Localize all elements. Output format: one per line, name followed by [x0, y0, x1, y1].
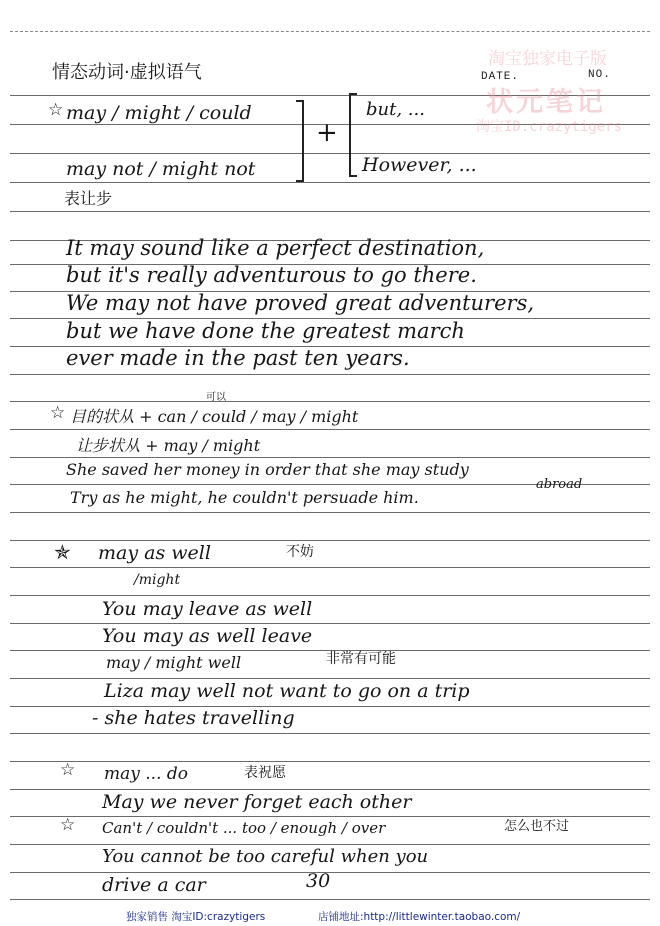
- wish-example: May we never forget each other: [102, 791, 412, 813]
- ruled-line: [10, 153, 650, 154]
- watermark-line-2: 状元笔记: [486, 87, 606, 118]
- ruled-line: [10, 595, 650, 596]
- cant-example: drive a car: [102, 874, 206, 896]
- date-label: DATE.: [481, 71, 520, 83]
- concession-example: Try as he might, he couldn't persuade him.: [70, 488, 419, 507]
- right-bracket: [296, 100, 304, 182]
- concession-label: 表让步: [64, 189, 113, 208]
- ruled-line: [10, 567, 650, 568]
- star-icon: ☆: [60, 815, 76, 835]
- may-well-example: Liza may well not want to go on a trip: [104, 680, 470, 702]
- purpose-example-abroad: abroad: [536, 477, 583, 492]
- purpose-note: 可以: [206, 392, 226, 403]
- example-line: We may not have proved great adventurers,: [66, 291, 535, 315]
- cant-note: 怎么也不过: [504, 819, 570, 834]
- ruled-line: [10, 789, 650, 790]
- example-line: ever made in the past ten years.: [66, 346, 410, 370]
- ruled-line: [10, 678, 650, 679]
- may-well-note: 非常有可能: [326, 651, 396, 667]
- cant-label: Can't / couldn't ... too / enough / over: [102, 819, 386, 837]
- purpose-label: 目的状从 + can / could / may / might: [70, 407, 359, 426]
- watermark-line-3: 淘宝ID:crazytigers: [476, 119, 623, 135]
- footer-seller: 独家销售 淘宝ID:crazytigers: [126, 911, 266, 923]
- concession-clause: 让步状从 + may / might: [76, 436, 261, 455]
- ruled-line: [10, 761, 650, 762]
- top-rule: [10, 31, 650, 32]
- watermark-line-1: 淘宝独家电子版: [488, 49, 607, 69]
- page-number: 30: [306, 870, 331, 892]
- ruled-line: [10, 844, 650, 845]
- might-label: /might: [134, 572, 181, 588]
- modal-options: may / might / could: [66, 102, 252, 124]
- may-well-label: may / might well: [106, 653, 242, 672]
- ruled-line: [10, 733, 650, 734]
- wish-note: 表祝愿: [244, 765, 286, 781]
- conj-but: but, ...: [366, 99, 425, 120]
- ruled-line: [10, 182, 650, 183]
- conj-however: However, ...: [362, 154, 477, 176]
- star-icon: ☆: [60, 760, 76, 780]
- star-icon: ☆: [48, 100, 64, 120]
- cant-example: You cannot be too careful when you: [102, 846, 429, 867]
- ruled-line: [10, 512, 650, 513]
- star-icon: ✯: [54, 540, 71, 564]
- ruled-line: [10, 457, 650, 458]
- example-line: It may sound like a perfect destination,: [66, 236, 485, 260]
- purpose-example: She saved her money in order that she may study: [66, 460, 469, 479]
- ruled-line: [10, 623, 650, 624]
- ruled-line: [10, 211, 650, 212]
- no-label: NO.: [588, 69, 611, 81]
- plus-sign: +: [316, 118, 338, 148]
- ruled-line: [10, 429, 650, 430]
- star-icon: ☆: [50, 403, 66, 423]
- ruled-line: [10, 540, 650, 541]
- footer-shop-url[interactable]: 店铺地址:http://littlewinter.taobao.com/: [318, 911, 521, 923]
- may-well-example: - she hates travelling: [92, 707, 295, 729]
- example-line: but we have done the greatest march: [66, 319, 465, 343]
- ruled-line: [10, 374, 650, 375]
- as-well-note: 不妨: [286, 544, 314, 560]
- as-well-example: You may as well leave: [102, 625, 313, 647]
- page-title: 情态动词·虚拟语气: [52, 62, 202, 83]
- wish-label: may ... do: [104, 764, 188, 784]
- modal-negative: may not / might not: [66, 158, 256, 180]
- left-bracket: [349, 93, 357, 177]
- as-well-example: You may leave as well: [102, 598, 313, 620]
- example-line: but it's really adventurous to go there.: [66, 263, 477, 287]
- ruled-line: [10, 401, 650, 402]
- ruled-line: [10, 899, 650, 900]
- as-well-label: may as well: [98, 542, 211, 564]
